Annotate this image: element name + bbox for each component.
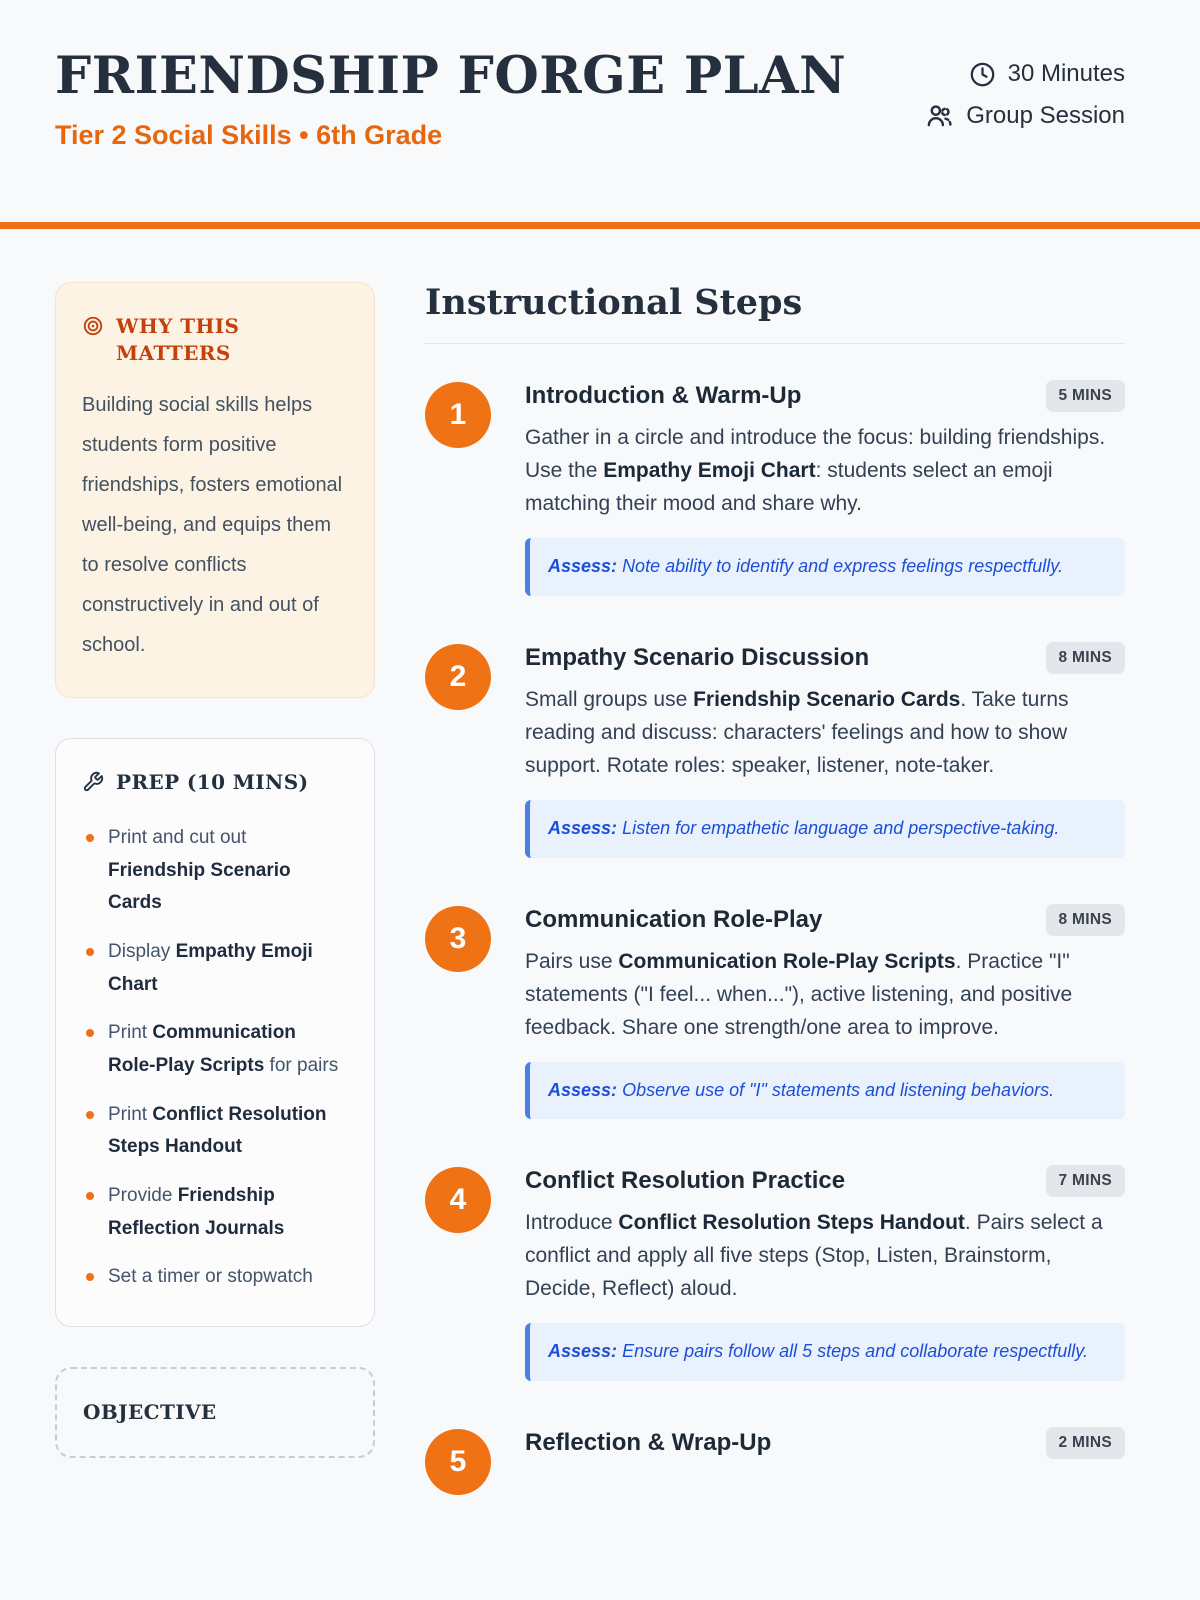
assess-text: Listen for empathetic language and perspective-taking. [622,817,1060,838]
prep-list [82,822,348,1294]
session-type-label: Group Session [966,101,1125,129]
step [425,642,1125,858]
prep-item: Set a timer or stopwatch [82,1261,348,1294]
objective-heading-row [83,1399,347,1426]
group-icon [925,101,954,130]
prep-heading-row [82,769,348,800]
step-title: Conflict Resolution Practice [525,1167,846,1195]
step [425,1427,1125,1495]
prep-card [55,738,375,1327]
sidebar [55,282,375,1541]
step-title-row [525,380,1125,412]
header [0,0,1200,222]
step-body: Introduce Conflict Resolution Steps Handout. Pairs select a conflict and apply all five steps (Stop, Listen, Brainstorm, Decide, Reflect) aloud. [525,1211,1103,1301]
assess-label: Assess: [548,1079,623,1100]
page-title: FRIENDSHIP FORGE PLAN [55,46,847,106]
why-heading-row [82,313,262,367]
objective-heading: OBJECTIVE [83,1400,217,1425]
step-content [525,380,1125,596]
assess-label: Assess: [548,555,623,576]
step [425,904,1125,1120]
prep-heading: PREP (10 MINS) [116,770,309,794]
why-body: Building social skills helps students form positive friendships, fosters emotional well-being, and equips them to resolve conflicts constructively in and out of school. [82,394,343,656]
step-duration-badge: 7 MINS [1046,1165,1125,1197]
objective-card [55,1367,375,1458]
step-duration-badge: 5 MINS [1046,380,1125,412]
step-content [525,1165,1125,1381]
steps-list [425,380,1125,1495]
prep-item: Provide Friendship Reflection Journals [82,1180,348,1245]
assess-note [525,1323,1125,1381]
why-heading: WHY THIS MATTERS [116,314,240,365]
step-number-badge: 3 [425,906,491,972]
assess-label: Assess: [548,817,623,838]
step-body: Small groups use Friendship Scenario Cards. Take turns reading and discuss: characters' feelings and how to show support. Rotate roles: speaker, listener, note-taker. [525,687,1069,777]
step-title-row [525,1427,1125,1459]
step-body: Pairs use Communication Role-Play Scripts. Practice "I" statements ("I feel... when..."), active listening, and positive feedback. Share one strength/one area to improve. [525,949,1073,1039]
step-number-badge: 4 [425,1167,491,1233]
assess-note [525,538,1125,596]
duration-meta [969,60,1125,88]
assess-label: Assess: [548,1341,623,1362]
step-title-row [525,642,1125,674]
main-column [425,282,1125,1541]
step-title: Reflection & Wrap-Up [525,1429,772,1457]
step-number-badge: 1 [425,382,491,448]
assess-note [525,800,1125,858]
assess-note [525,1062,1125,1120]
prep-item: Print Communication Role-Play Scripts for pairs [82,1017,348,1082]
header-divider [0,222,1200,229]
prep-item: Print Conflict Resolution Steps Handout [82,1099,348,1164]
step-duration-badge: 8 MINS [1046,904,1125,936]
assess-text: Note ability to identify and express feelings respectfully. [622,555,1063,576]
session-type-meta [925,101,1125,130]
why-this-matters-card [55,282,375,698]
step-duration-badge: 2 MINS [1046,1427,1125,1459]
prep-item: Display Empathy Emoji Chart [82,936,348,1001]
duration-label: 30 Minutes [1007,60,1125,87]
step-title-row [525,1165,1125,1197]
step-number-badge: 5 [425,1429,491,1495]
step-number-badge: 2 [425,644,491,710]
content [0,229,1200,1541]
step [425,1165,1125,1381]
step-content [525,1427,1125,1495]
step [425,380,1125,596]
assess-text: Observe use of "I" statements and listening behaviors. [622,1079,1055,1100]
prep-item: Print and cut out Friendship Scenario Cards [82,822,348,920]
header-meta [925,48,1125,130]
assess-text: Ensure pairs follow all 5 steps and collaborate respectfully. [622,1341,1088,1362]
clock-icon [969,61,996,88]
target-icon [82,315,104,344]
step-title: Communication Role-Play [525,905,823,933]
step-content [525,904,1125,1120]
wrench-icon [82,771,104,800]
step-body: Gather in a circle and introduce the focus: building friendships. Use the Empathy Emoji Chart: students select an emoji matching their mood and share why. [525,426,1106,515]
step-title: Introduction & Warm-Up [525,382,802,409]
instructional-steps-heading: Instructional Steps [425,282,1125,344]
step-duration-badge: 8 MINS [1046,642,1125,674]
step-title: Empathy Scenario Discussion [525,643,870,671]
step-title-row [525,904,1125,936]
header-titles [55,48,846,151]
page-subtitle: Tier 2 Social Skills • 6th Grade [55,120,443,151]
step-content [525,642,1125,858]
